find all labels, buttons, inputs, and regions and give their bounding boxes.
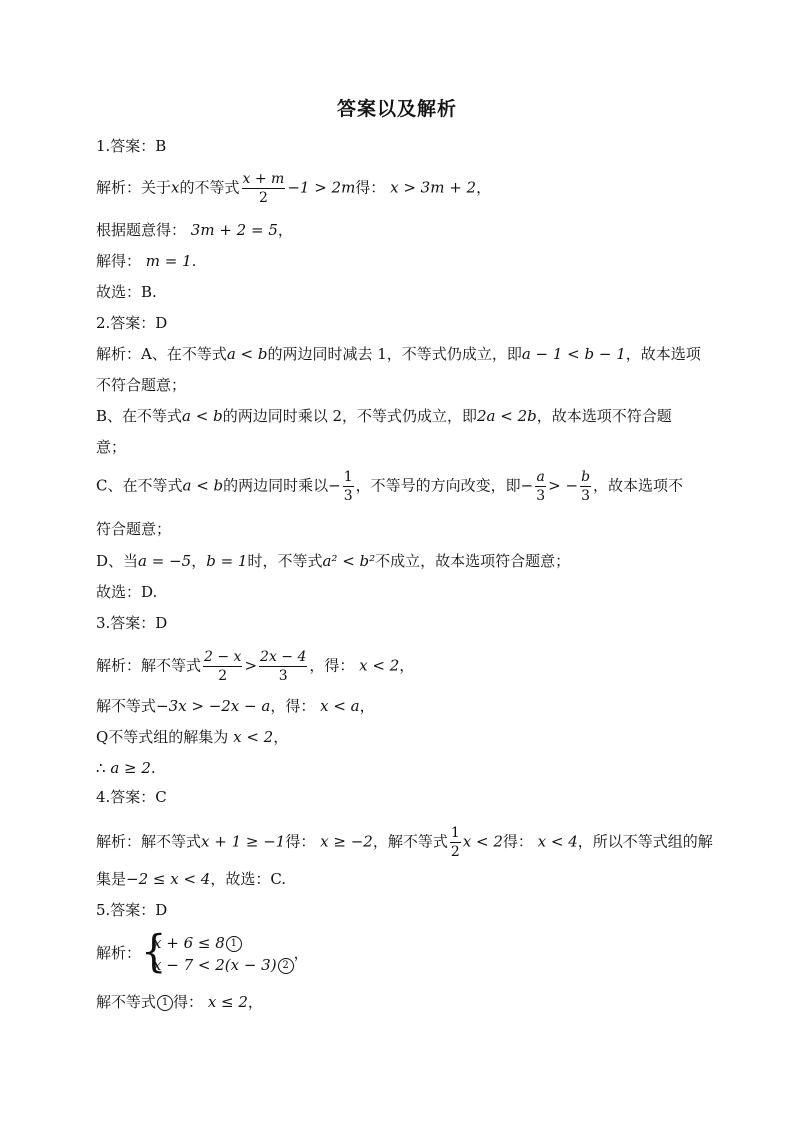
fraction: $\frac{a}{3}$ xyxy=(536,469,546,504)
circled-number: 1 xyxy=(157,995,173,1011)
q2-a-line2: 不符合题意； xyxy=(96,376,187,394)
brace-icon: { xyxy=(141,926,167,978)
q2-d-line1: D、当a = −5，b = 1时，不等式a² < b²不成立，故本选项符合题意； xyxy=(96,552,571,570)
q1-line4: 故选：B. xyxy=(96,283,157,301)
q1-answer: 1.答案：B xyxy=(96,137,167,155)
q5-answer: 5.答案：D xyxy=(96,901,168,919)
q2-b-line2: 意； xyxy=(96,438,127,456)
q1-line3: 解得： m = 1. xyxy=(96,252,197,270)
q4-answer: 4.答案：C xyxy=(96,788,167,806)
q3-line4: ∴ a ≥ 2. xyxy=(96,759,156,777)
q2-select: 故选：D. xyxy=(96,583,158,601)
fraction: $\frac{1}{2}$ xyxy=(450,825,460,860)
page-title: 答案以及解析 xyxy=(336,98,457,120)
fraction: $\frac{x + m}{2}$ xyxy=(242,171,285,206)
q2-c-line1: C、在不等式a < b的两边同时乘以− $\frac{1}{3}$ ，不等号的方向改变，即− $\frac{a}{3}$ > − $\frac{b}{3}$ ，故本选项不 xyxy=(96,469,684,504)
q3-line3: Q不等式组的解集为 x < 2， xyxy=(96,728,289,746)
circled-number: 1 xyxy=(226,936,242,952)
q3-line1: 解析：解不等式 $\frac{2 - x}{2}$ > $\frac{2x - 4}{3}$ ，得： x < 2， xyxy=(96,649,415,684)
fraction: $\frac{1}{3}$ xyxy=(343,469,353,504)
fraction: $\frac{2 - x}{2}$ xyxy=(204,649,242,684)
q5-line2: 解不等式 1 得： x ≤ 2， xyxy=(96,993,263,1011)
q2-answer: 2.答案：D xyxy=(96,314,168,332)
q1-line1: 解析：关于x的不等式 $\frac{x + m}{2}$ −1 > 2m得： x > 3m + 2， xyxy=(96,171,492,206)
q5-line1: 解析： { x + 6 ≤ 8 1 x − 7 < 2(x − 3) 2 ， xyxy=(96,926,309,978)
inequality-system: { x + 6 ≤ 8 1 x − 7 < 2(x − 3) 2 xyxy=(141,932,294,976)
fraction: $\frac{b}{3}$ xyxy=(581,469,591,504)
q3-answer: 3.答案：D xyxy=(96,614,168,632)
circled-number: 2 xyxy=(278,958,294,974)
fraction: $\frac{2x - 4}{3}$ xyxy=(260,649,307,684)
q2-a-line1: 解析：A、在不等式a < b的两边同时减去 1，不等式仍成立，即a − 1 < b − 1，故本选项 xyxy=(96,345,701,363)
q3-line2: 解不等式−3x > −2x − a，得： x < a， xyxy=(96,697,375,715)
q2-c-line2: 符合题意； xyxy=(96,520,172,538)
q4-line1: 解析：解不等式x + 1 ≥ −1得： x ≥ −2，解不等式 $\frac{1}{2}$ x < 2得： x < 4，所以不等式组的解 xyxy=(96,825,713,860)
q4-line2: 集是−2 ≤ x < 4，故选：C. xyxy=(96,870,287,888)
q2-b-line1: B、在不等式a < b的两边同时乘以 2，不等式仍成立，即2a < 2b，故本选项不符合题 xyxy=(96,407,672,425)
q1-line2: 根据题意得： 3m + 2 = 5， xyxy=(96,221,293,239)
